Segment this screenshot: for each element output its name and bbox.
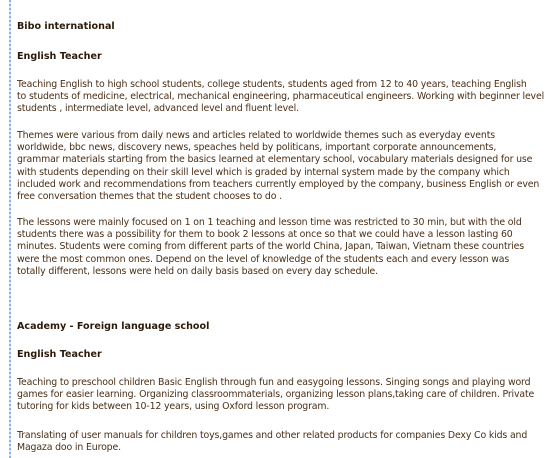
paragraph-line: totally different, lessons were held on daily basis based on every day schedule.	[17, 265, 379, 277]
paragraph-line: to students of medicine, electrical, mechanical engineering, pharmaceutical engineers. Working with beginner level	[17, 91, 545, 103]
paragraph-line: tutoring for kids between 10-12 years, using Oxford lesson program.	[17, 401, 330, 413]
job-description-paragraph	[17, 377, 534, 414]
left-margin-rule	[0, 0, 14, 458]
paragraph-line: minutes. Students were coming from different parts of the world China, Japan, Taiwan, Vietnam these countries	[17, 241, 524, 253]
company-name: Academy - Foreign language school	[17, 321, 210, 332]
paragraph-line: Themes were various from daily news and articles related to worldwide themes such as everyday events	[17, 130, 495, 141]
paragraph-line: included work and recommendations from teachers currently employed by the company, business English or even	[17, 178, 540, 190]
paragraph-line: students there was a possibility for them to book 2 lessons at once so that we could have a lesson lasting 60	[17, 229, 513, 241]
paragraph-line: Teaching to preschool children Basic English through fun and easygoing lessons. Singing songs and playing word	[17, 377, 531, 388]
company-name: Bibo international	[17, 21, 115, 32]
job-description-paragraph	[17, 430, 527, 454]
paragraph-line: with students depending on their skill level which is graded by internal system made by the company which	[17, 166, 510, 178]
paragraph-line: free conversation themes that the student chooses to do .	[17, 190, 282, 202]
job-title: English Teacher	[17, 51, 102, 62]
paragraph-line: were the most common ones. Depend on the level of knowledge of the students each and every lesson was	[17, 253, 510, 265]
dashed-guide-line	[9, 0, 11, 458]
paragraph-line: games for easier learning. Organizing classroommaterials, organizing lesson plans,taking care of children. Private	[17, 389, 535, 401]
job-description-paragraph	[17, 130, 539, 203]
paragraph-line: Translating of user manuals for children toys,games and other related products for companies Dexy Co kids and	[17, 430, 528, 441]
paragraph-line: students , intermediate level, advanced level and fluent level.	[17, 103, 299, 115]
job-title: English Teacher	[17, 349, 102, 360]
paragraph-line: Teaching English to high school students, college students, students aged from 12 to 40 years, teaching English	[17, 79, 527, 90]
paragraph-line: Magaza doo in Europe.	[17, 442, 121, 454]
job-description-paragraph	[17, 79, 544, 116]
paragraph-line: worldwide, bbc news, discovery news, speaches held by politicans, important corporate announcements,	[17, 142, 497, 154]
job-description-paragraph	[17, 217, 524, 278]
paragraph-line: The lessons were mainly focused on 1 on 1 teaching and lesson time was restricted to 30 min, but with the old	[17, 217, 522, 228]
paragraph-line: grammar materials starting from the basics learned at elementary school, vocabulary materials designed for use	[17, 154, 533, 166]
